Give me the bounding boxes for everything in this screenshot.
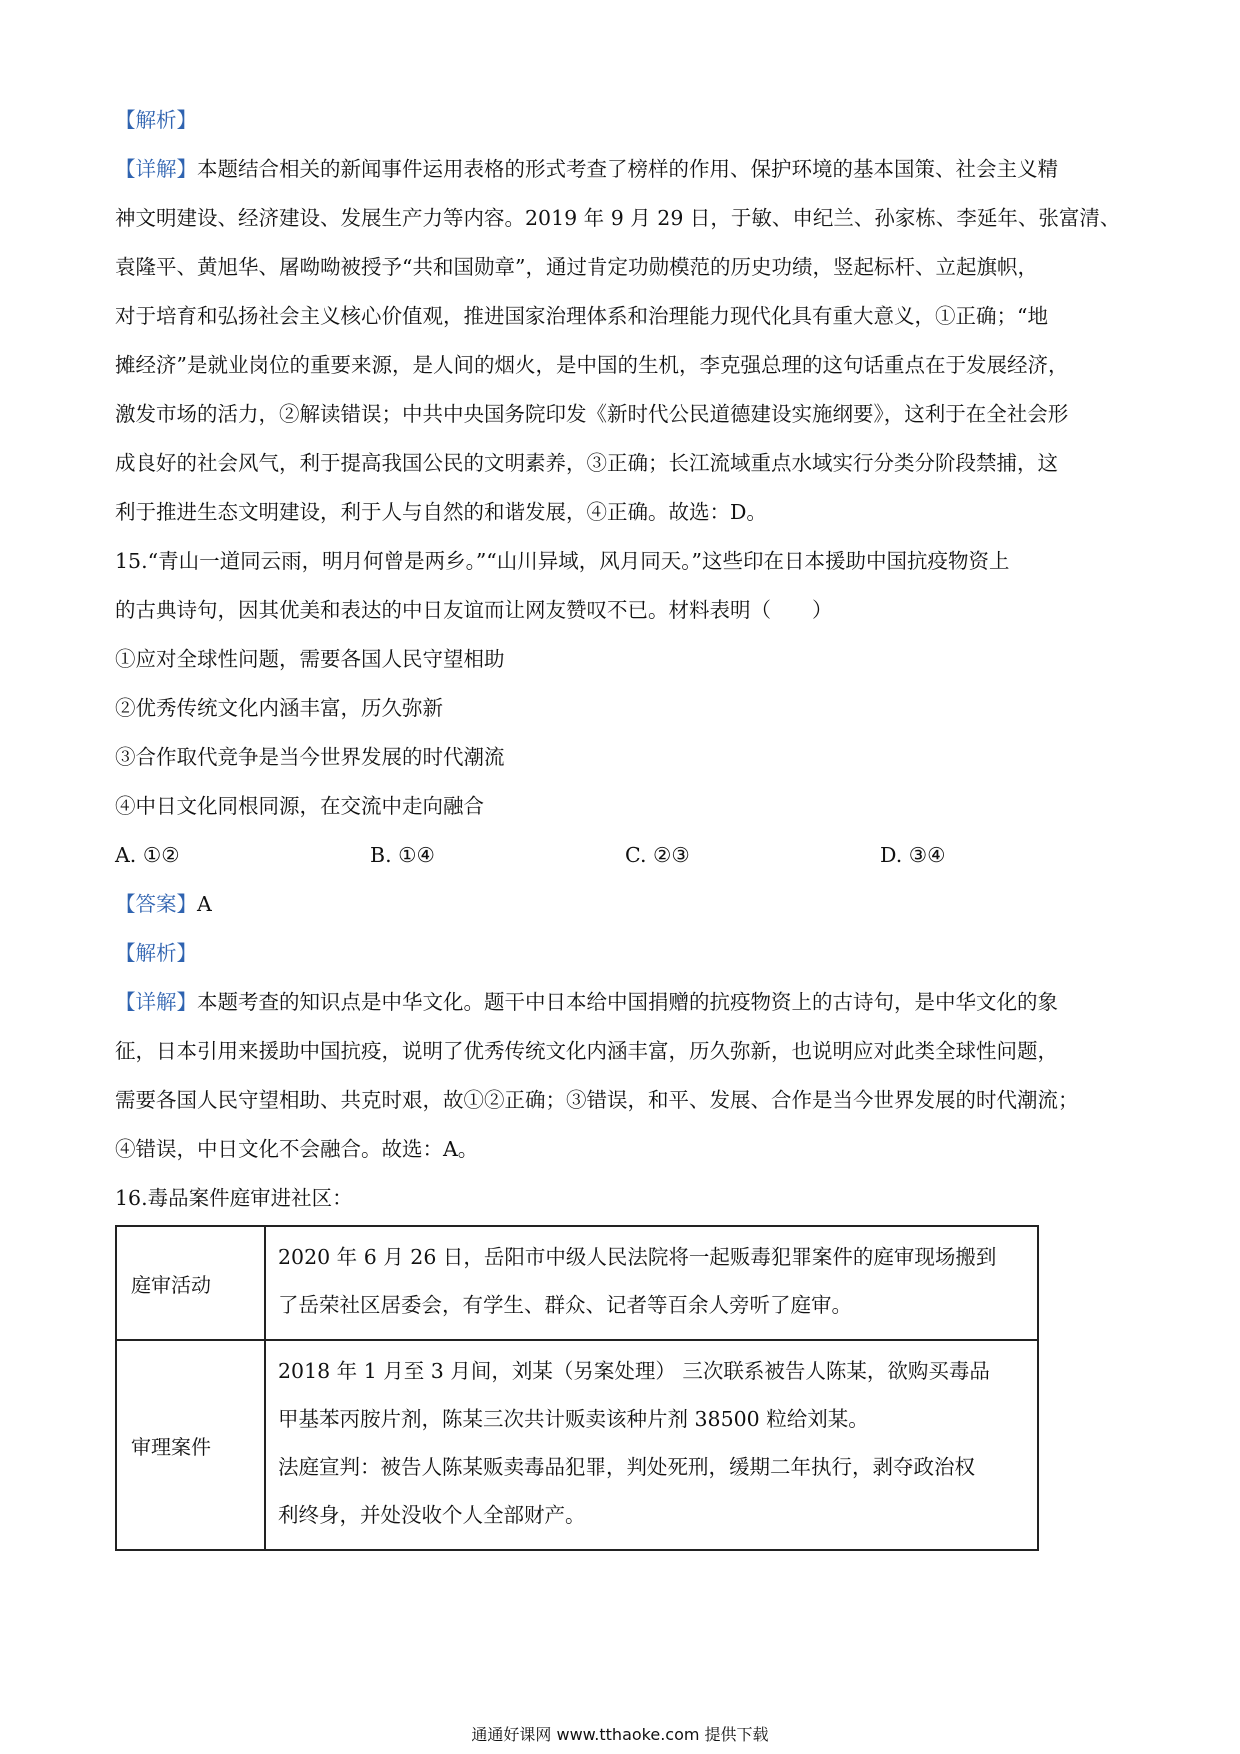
analysis-tag: 【解析】 (115, 108, 197, 132)
option-c: C. ②③ (625, 843, 690, 867)
analysis-tag: 【解析】 (115, 941, 197, 965)
question-stem: 16.毒品案件庭审进社区： (115, 1186, 353, 1210)
table-label: 审理案件 (116, 1340, 265, 1550)
detail-line: 对于培育和弘扬社会主义核心价值观，推进国家治理体系和治理能力现代化具有重大意义，①正确；“地 (115, 304, 1048, 328)
statement-item: ①应对全球性问题，需要各国人民守望相助 (115, 647, 505, 671)
detail-tag: 【详解】 (115, 157, 197, 181)
analysis-heading (115, 929, 1135, 978)
detail-tag: 【详解】 (115, 990, 197, 1014)
detail-line: 袁隆平、黄旭华、屠呦呦被授予“共和国勋章”，通过肯定功勋模范的历史功绩，竖起标杆、立起旗帜， (115, 255, 1038, 279)
statement-item: ③合作取代竞争是当今世界发展的时代潮流 (115, 745, 505, 769)
table-content: 2018 年 1 月至 3 月间，刘某（另案处理） 三次联系被告人陈某，欲购买毒品 甲基苯丙胺片剂，陈某三次共计贩卖该种片剂 38500 粒给刘某。 法庭宣判：被告人陈某贩卖毒品犯罪，判处死刑，缓期二年执行，剥夺政治权 利终身，并处没收个人全部财产。 (265, 1340, 1038, 1550)
table-label: 庭审活动 (116, 1226, 265, 1340)
detail-line: 激发市场的活力，②解读错误；中共中央国务院印发《新时代公民道德建设实施纲要》，这利于在全社会形 (115, 402, 1069, 426)
detail-line: 成良好的社会风气，利于提高我国公民的文明素养，③正确；长江流域重点水域实行分类分阶段禁捕，这 (115, 451, 1058, 475)
answer-options (115, 831, 1135, 880)
detail-line: 【详解】本题考查的知识点是中华文化。题干中日本给中国捐赠的抗疫物资上的古诗句，是中华文化的象 (115, 990, 1058, 1014)
detail-line: 需要各国人民守望相助、共克时艰，故①②正确；③错误，和平、发展、合作是当今世界发展的时代潮流； (115, 1088, 1079, 1112)
page-footer: 通通好课网 www.tthaoke.com 提供下载 (471, 1725, 769, 1744)
option-d: D. ③④ (880, 843, 946, 867)
document-page (115, 96, 1135, 1551)
table-content: 2020 年 6 月 26 日，岳阳市中级人民法院将一起贩毒犯罪案件的庭审现场搬到 了岳荣社区居委会，有学生、群众、记者等百余人旁听了庭审。 (265, 1226, 1038, 1340)
answer-line (115, 880, 1135, 929)
question-stem: 的古典诗句，因其优美和表达的中日友谊而让网友赞叹不已。材料表明（ ） (115, 598, 833, 622)
detail-line: 神文明建设、经济建设、发展生产力等内容。2019 年 9 月 29 日，于敏、申纪兰、孙家栋、李延年、张富清、 (115, 206, 1121, 230)
question-stem: 15.“青山一道同云雨，明月何曾是两乡。”“山川异域，风月同天。”这些印在日本援助中国抗疫物资上 (115, 549, 1010, 573)
case-table (115, 1225, 1039, 1551)
detail-line: 征，日本引用来援助中国抗疫，说明了优秀传统文化内涵丰富，历久弥新，也说明应对此类全球性问题， (115, 1039, 1058, 1063)
detail-line: 利于推进生态文明建设，利于人与自然的和谐发展，④正确。故选：D。 (115, 500, 767, 524)
option-b: B. ①④ (370, 843, 435, 867)
detail-line: ④错误，中日文化不会融合。故选：A。 (115, 1137, 479, 1161)
answer-tag: 【答案】 (115, 892, 197, 916)
option-a: A. ①② (115, 843, 180, 867)
detail-line: 摊经济”是就业岗位的重要来源，是人间的烟火，是中国的生机，李克强总理的这句话重点在于发展经济， (115, 353, 1069, 377)
table-row (116, 1340, 1038, 1550)
statement-item: ②优秀传统文化内涵丰富，历久弥新 (115, 696, 443, 720)
analysis-heading (115, 96, 1135, 145)
statement-item: ④中日文化同根同源，在交流中走向融合 (115, 794, 484, 818)
table-row (116, 1226, 1038, 1340)
answer-value: A (197, 892, 212, 916)
detail-line: 【详解】本题结合相关的新闻事件运用表格的形式考查了榜样的作用、保护环境的基本国策、社会主义精 (115, 157, 1058, 181)
